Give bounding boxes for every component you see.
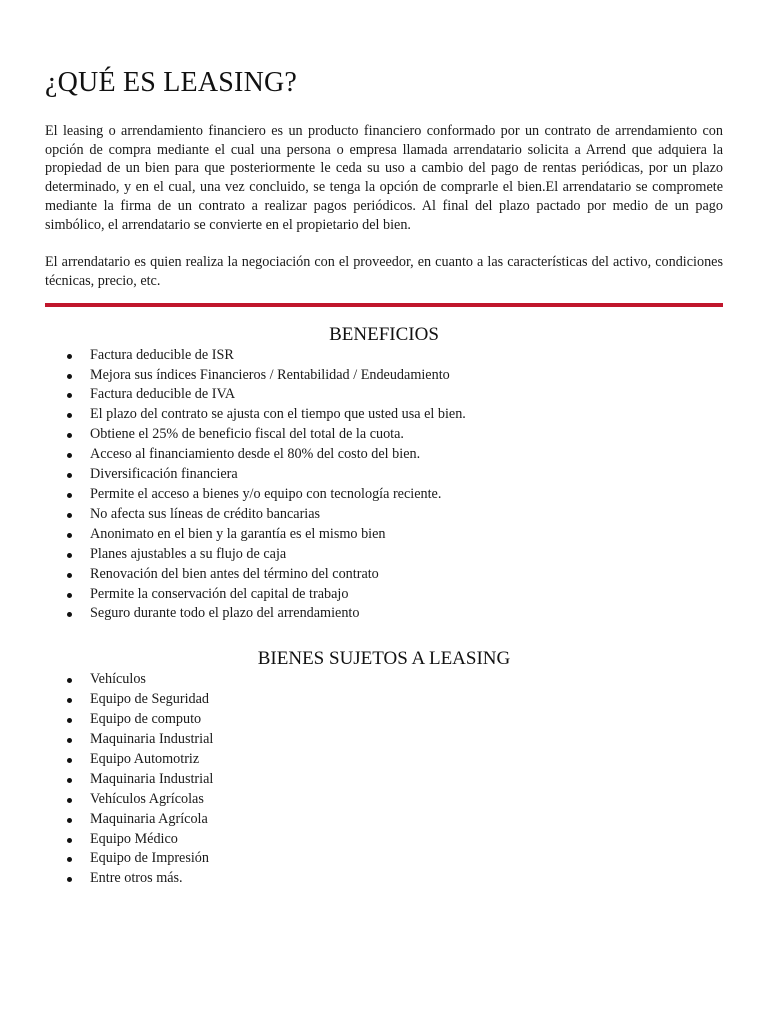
- list-item: Anonimato en el bien y la garantía es el mismo bien: [45, 525, 723, 545]
- list-item: Factura deducible de ISR: [45, 346, 723, 366]
- list-item: El plazo del contrato se ajusta con el tiempo que usted usa el bien.: [45, 405, 723, 425]
- list-item: Diversificación financiera: [45, 465, 723, 485]
- list-item: Vehículos: [45, 670, 723, 690]
- bienes-heading: BIENES SUJETOS A LEASING: [257, 648, 511, 670]
- list-item: Obtiene el 25% de beneficio fiscal del total de la cuota.: [45, 425, 723, 445]
- list-item: Seguro durante todo el plazo del arrendamiento: [45, 604, 723, 624]
- list-item: Entre otros más.: [45, 869, 723, 889]
- document-page: [45, 0, 723, 889]
- list-item: Maquinaria Industrial: [45, 730, 723, 750]
- list-item: Equipo de Impresión: [45, 849, 723, 869]
- list-item: Mejora sus índices Financieros / Rentabilidad / Endeudamiento: [45, 366, 723, 386]
- page-title: ¿QUÉ ES LEASING?: [45, 67, 298, 98]
- beneficios-heading: BENEFICIOS: [329, 323, 439, 345]
- list-item: Permite la conservación del capital de trabajo: [45, 585, 723, 605]
- beneficios-list: [45, 346, 723, 625]
- negotiation-paragraph: El arrendatario es quien realiza la negociación con el proveedor, en cuanto a las características del activo, condiciones técnicas, precio, etc.: [45, 254, 723, 289]
- list-item: Planes ajustables a su flujo de caja: [45, 545, 723, 565]
- list-item: Equipo Médico: [45, 830, 723, 850]
- list-item: Factura deducible de IVA: [45, 385, 723, 405]
- list-item: Acceso al financiamiento desde el 80% del costo del bien.: [45, 445, 723, 465]
- list-item: Equipo de computo: [45, 710, 723, 730]
- list-item: No afecta sus líneas de crédito bancarias: [45, 505, 723, 525]
- list-item: Renovación del bien antes del término del contrato: [45, 565, 723, 585]
- list-item: Permite el acceso a bienes y/o equipo con tecnología reciente.: [45, 485, 723, 505]
- list-item: Equipo Automotriz: [45, 750, 723, 770]
- bienes-list: [45, 670, 723, 889]
- list-item: Equipo de Seguridad: [45, 690, 723, 710]
- list-item: Maquinaria Industrial: [45, 770, 723, 790]
- intro-paragraph: El leasing o arrendamiento financiero es un producto financiero conformado por un contrato de arrendamiento con opción de compra mediante el cual una persona o empresa llamada arrendatario solicita a Arrend que adquiera la propiedad de un bien para que posteriormente le ceda su uso a cambio del pago de rentas periódicas, por un plazo determinado, y en el cual, una vez concluido, se tenga la opción de comprarle el bien.El arrendatario se compromete mediante la firma de un contrato a realizar pagos periódicos. Al final del plazo pactado por medio de un pago simbólico, el arrendatario se convierte en el propietario del bien.: [45, 123, 723, 233]
- list-item: Vehículos Agrícolas: [45, 790, 723, 810]
- section-divider: [45, 303, 723, 307]
- list-item: Maquinaria Agrícola: [45, 810, 723, 830]
